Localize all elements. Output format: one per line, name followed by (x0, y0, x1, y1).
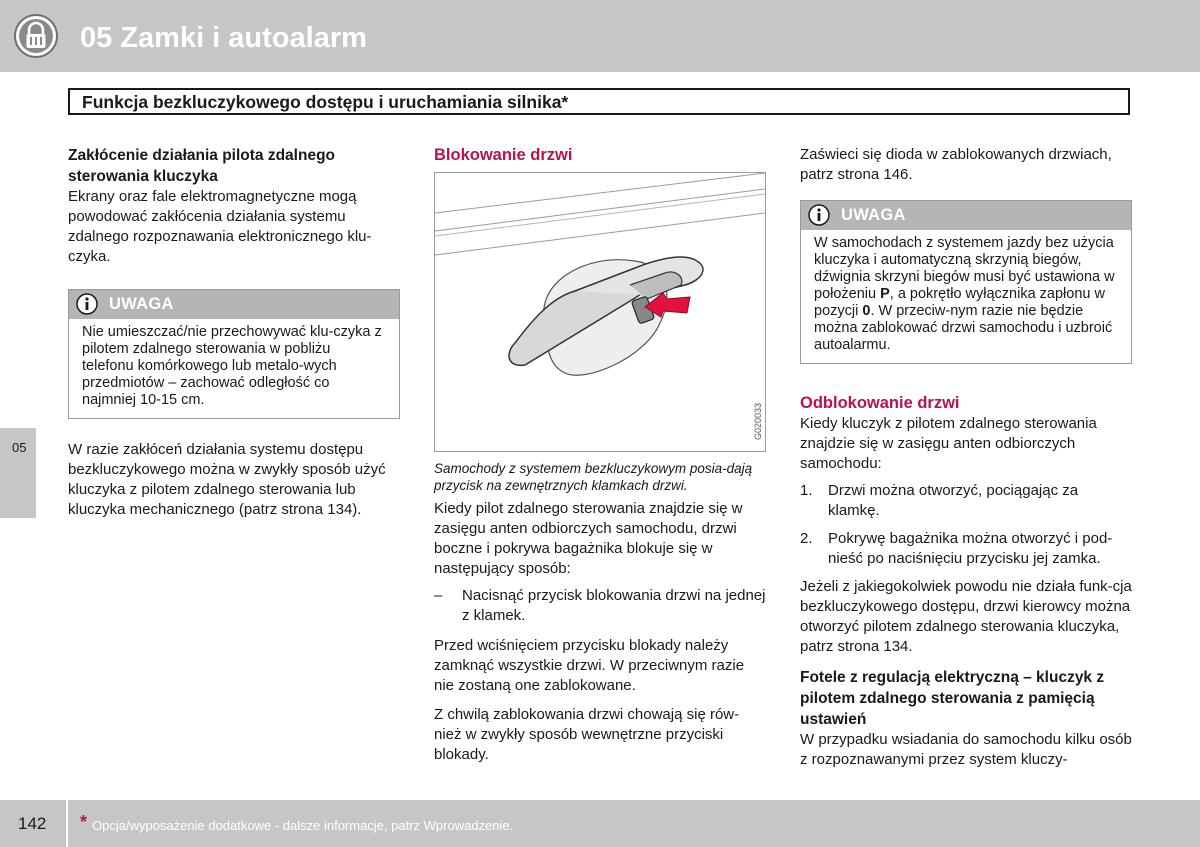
lock-icon (13, 13, 59, 59)
warning-header (69, 290, 399, 319)
page-number-box (0, 800, 66, 847)
column-left (68, 145, 400, 520)
warning-title: UWAGA (109, 295, 174, 313)
warning-box-gearbox (800, 200, 1132, 364)
heading-unlocking-doors: Odblokowanie drzwi (800, 394, 960, 412)
list-number: 1. (800, 482, 813, 499)
paragraph-locking-intro: Kiedy pilot zdalnego sterowania znajdzie się w zasięgu anten odbiorczych samochodu, drzwi boczne i pokrywa bagażnika blokuje się w następujący sposób: (434, 500, 743, 577)
list-item-text: Nacisnąć przycisk blokowania drzwi na jednej z klamek. (462, 587, 766, 624)
warning-text (801, 230, 1131, 363)
door-handle-drawing (435, 173, 765, 451)
list-item (800, 481, 1132, 521)
locking-steps-list (434, 586, 766, 626)
warning-text-part: . W przeciw-nym razie nie będzie można zablokować drzwi samochodu i uzbroić autoalarmu. (814, 303, 1113, 353)
ignition-position-0: 0 (862, 303, 871, 319)
list-item-text: Pokrywę bagażnika można otworzyć i pod-nieść po naciśnięciu przycisku jej zamka. (828, 530, 1113, 567)
figure-caption: Samochody z systemem bezkluczykowym posia-dają przycisk na zewnętrznych klamkach drzwi. (434, 461, 753, 493)
figure-code: G020033 (753, 403, 763, 441)
footer-bar (68, 800, 1200, 847)
dash-marker: – (434, 587, 443, 604)
heading-locking-doors: Blokowanie drzwi (434, 146, 573, 164)
paragraph-keyless-fallback: Jeżeli z jakiegokolwiek powodu nie działa funk-cja bezkluczykowego dostępu, drzwi kierowcy można otworzyć pilotem zdalnego sterowania kluczyka, patrz strona 134. (800, 578, 1132, 655)
warning-text-part: W samochodach z systemem jazdy bez użycia kluczyka i automatyczną skrzynią biegów, dźwignia skrzyni biegów musi być ustawiona w położeniu (814, 235, 1115, 302)
info-icon (76, 293, 98, 315)
unlocking-steps-list (800, 481, 1132, 569)
door-handle-illustration (434, 172, 766, 452)
page-number: 142 (18, 814, 47, 833)
section-title: Funkcja bezkluczykowego dostępu i uruchamiania silnika* (82, 92, 569, 112)
paragraph-interference: Ekrany oraz fale elektromagnetyczne mogą powodować zakłócenia działania systemu zdalnego rozpoznawania elektronicznego klu-czyka. (68, 188, 372, 265)
chapter-side-tab-label: 05 (12, 440, 27, 455)
chapter-header-bar (0, 0, 1200, 72)
chapter-side-tab (0, 428, 36, 518)
paragraph-power-seats: W przypadku wsiadania do samochodu kilku osób z rozpoznawanymi przez system kluczy- (800, 731, 1132, 768)
list-number: 2. (800, 530, 813, 547)
section-title-box (68, 88, 1130, 115)
paragraph-close-doors: Przed wciśnięciem przycisku blokady należy zamknąć wszystkie drzwi. W przeciwnym razie nie zostaną one zablokowane. (434, 637, 745, 694)
list-item (434, 586, 766, 626)
column-right (800, 145, 1132, 770)
paragraph-diode: Zaświeci się dioda w zablokowanych drzwiach, patrz strona 146. (800, 146, 1112, 183)
footnote-star: * (80, 812, 88, 832)
warning-box-phone (68, 289, 400, 419)
list-item (800, 529, 1132, 569)
gear-position-p: P (880, 286, 890, 302)
warning-text: Nie umieszczać/nie przechowywać klu-czyka z pilotem zdalnego sterowania w pobliżu telefonu komórkowego lub metalo-wych przedmiotów – zachować odległość co najmniej 10-15 cm. (82, 324, 382, 408)
heading-power-seats: Fotele z regulacją elektryczną – kluczyk z pilotem zdalnego sterowania z pamięcią ustawień (800, 669, 1105, 728)
heading-interference: Zakłócenie działania pilota zdalnego sterowania kluczyka (68, 147, 336, 185)
chapter-title: 05 Zamki i autoalarm (80, 22, 367, 54)
paragraph-fallback-key: W razie zakłóceń działania systemu dostępu bezkluczykowego można w zwykły sposób użyć kluczyka z pilotem zdalnego sterowania lub kluczyka mechanicznego (patrz strona 134). (68, 441, 386, 518)
list-item-text: Drzwi można otworzyć, pociągając za klamkę. (828, 482, 1079, 519)
paragraph-lock-buttons: Z chwilą zablokowania drzwi chowają się rów-nież w zwykły sposób wewnętrzne przyciski blokady. (434, 706, 740, 763)
warning-text-part: , a pokrętło wyłącznika zapłonu w pozycji (814, 286, 1105, 319)
column-middle (434, 145, 766, 765)
paragraph-unlocking-intro: Kiedy kluczyk z pilotem zdalnego sterowania znajdzie się w zasięgu anten odbiorczych samochodu: (800, 415, 1097, 472)
warning-header (801, 201, 1131, 230)
warning-title: UWAGA (841, 206, 906, 224)
footnote-text: Opcja/wyposażenie dodatkowe - dalsze informacje, patrz Wprowadzenie. (92, 818, 514, 833)
info-icon (808, 204, 830, 226)
